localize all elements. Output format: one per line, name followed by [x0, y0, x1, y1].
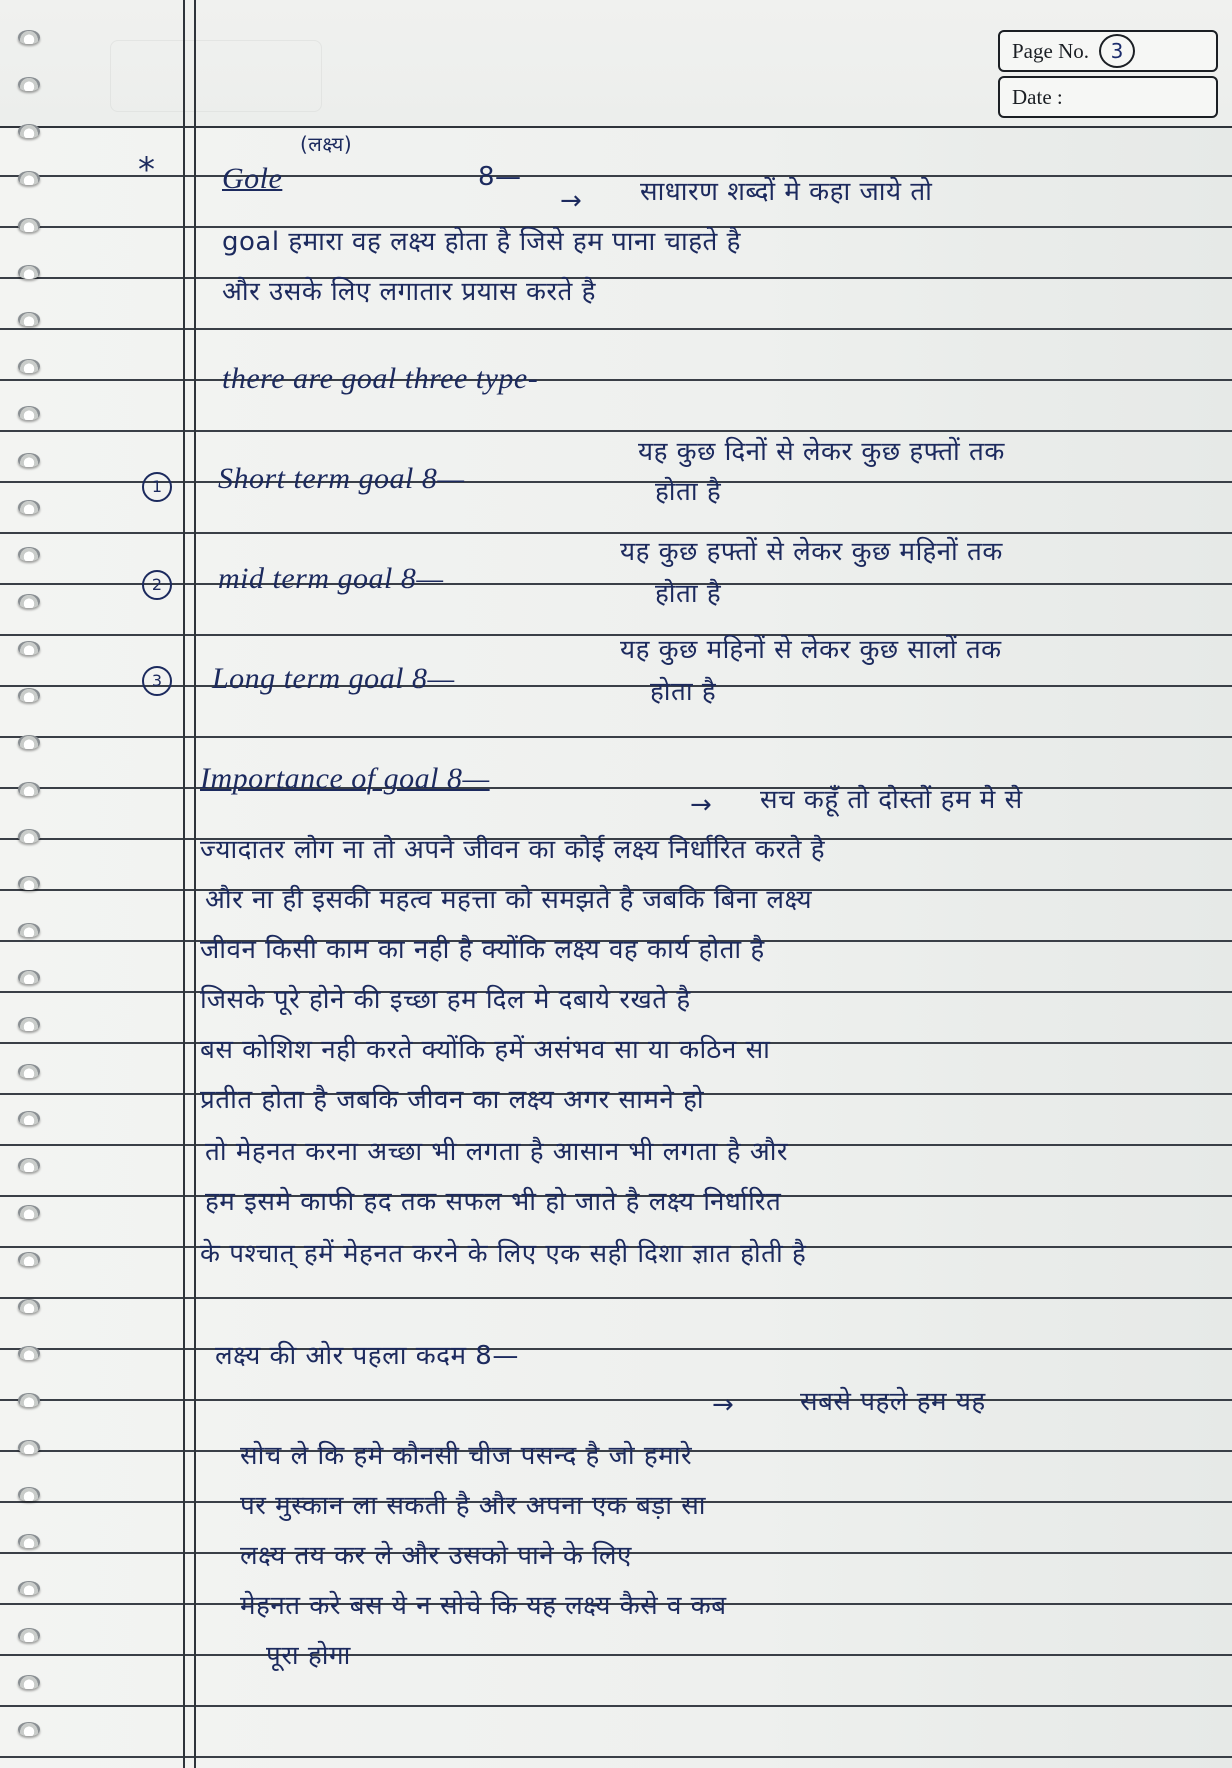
- binding-hole: [18, 124, 40, 138]
- page-no-label: Page No.: [1012, 38, 1089, 63]
- binding-hole: [18, 1628, 40, 1642]
- goal-line-1: साधारण शब्दों मे कहा जाये तो: [640, 177, 933, 207]
- binding-hole: [18, 641, 40, 655]
- binding-hole: [18, 1017, 40, 1031]
- first-step-heading: लक्ष्य की ओर पहला कदम 8—: [215, 1341, 519, 1371]
- importance-line-4: जिसके पूरे होने की इच्छा हम दिल मे दबाये रखते है: [200, 985, 691, 1015]
- binding-hole: [18, 923, 40, 937]
- binding-hole: [18, 1487, 40, 1501]
- long-term-desc-2: होता है: [650, 677, 717, 707]
- number-circle-2: 2: [142, 570, 172, 600]
- long-term-desc: यह कुछ महिनों से लेकर कुछ सालों तक: [620, 635, 1002, 665]
- binding-hole: [18, 171, 40, 185]
- number-circle-1: 1: [142, 472, 172, 502]
- binding-hole: [18, 782, 40, 796]
- binding-hole: [18, 735, 40, 749]
- first-step-first-line: सबसे पहले हम यह: [800, 1387, 986, 1417]
- importance-line-7: तो मेहनत करना अच्छा भी लगता है आसान भी लगता है और: [205, 1137, 789, 1167]
- binding-hole: [18, 1346, 40, 1360]
- importance-line-3: जीवन किसी काम का नही है क्योंकि लक्ष्य वह कार्य होता है: [200, 935, 765, 965]
- binding-hole: [18, 1581, 40, 1595]
- goal-heading: Gole: [222, 162, 283, 195]
- binding-hole: [18, 594, 40, 608]
- importance-line-8: हम इसमे काफी हद तक सफल भी हो जाते है लक्ष्य निर्धारित: [205, 1187, 782, 1217]
- page-number-date-box: [998, 30, 1218, 122]
- importance-line-2: और ना ही इसकी महत्व महत्ता को समझते है जबकि बिना लक्ष्य: [205, 885, 813, 915]
- binding-hole: [18, 1064, 40, 1078]
- binding-hole: [18, 359, 40, 373]
- first-step-line-1: सोच ले कि हमे कौनसी चीज पसन्द है जो हमारे: [240, 1441, 693, 1471]
- margin-line-inner: [194, 0, 196, 1768]
- binding-hole: [18, 1111, 40, 1125]
- importance-first-line: सच कहूँ तो दोस्तों हम मे से: [760, 785, 1023, 815]
- number-circle-3: 3: [142, 666, 172, 696]
- binding-hole: [18, 218, 40, 232]
- importance-line-1: ज्यादातर लोग ना तो अपने जीवन का कोई लक्ष्य निर्धारित करते है: [200, 835, 826, 865]
- binding-hole: [18, 265, 40, 279]
- binding-hole: [18, 453, 40, 467]
- binding-hole: [18, 1440, 40, 1454]
- goal-types-intro: there are goal three type-: [222, 362, 539, 395]
- bleed-through-box: [110, 40, 322, 112]
- arrow-icon: →: [560, 186, 583, 216]
- short-term-label: Short term goal 8—: [218, 462, 465, 495]
- binding-hole: [18, 876, 40, 890]
- page-number-circle: 3: [1099, 34, 1135, 68]
- arrow-icon-2: →: [690, 790, 713, 820]
- importance-line-9: के पश्चात् हमें मेहनत करने के लिए एक सही दिशा ज्ञात होती है: [200, 1239, 807, 1269]
- binding-hole: [18, 77, 40, 91]
- binding-hole: [18, 500, 40, 514]
- binding-hole: [18, 547, 40, 561]
- first-step-line-4: मेहनत करे बस ये न सोचे कि यह लक्ष्य कैसे व कब: [240, 1591, 727, 1621]
- binding-hole: [18, 30, 40, 44]
- goal-line-3: और उसके लिए लगातार प्रयास करते है: [222, 277, 596, 307]
- binding-hole: [18, 1205, 40, 1219]
- first-step-line-5: पूरा होगा: [266, 1641, 351, 1671]
- importance-line-5: बस कोशिश नही करते क्योंकि हमें असंभव सा या कठिन सा: [200, 1035, 771, 1065]
- mid-term-desc: यह कुछ हफ्तों से लेकर कुछ महिनों तक: [620, 537, 1003, 567]
- binding-hole: [18, 970, 40, 984]
- binding-hole: [18, 1299, 40, 1313]
- binding-hole: [18, 829, 40, 843]
- binding-hole: [18, 688, 40, 702]
- first-step-line-2: पर मुस्कान ला सकती है और अपना एक बड़ा सा: [240, 1491, 707, 1521]
- page-number-row: [998, 30, 1218, 72]
- date-label: Date :: [1012, 84, 1063, 109]
- goal-line-2: goal हमारा वह लक्ष्य होता है जिसे हम पाना चाहते है: [222, 227, 741, 257]
- first-step-line-3: लक्ष्य तय कर ले और उसको पाने के लिए: [240, 1541, 632, 1571]
- binding-hole: [18, 406, 40, 420]
- arrow-icon-3: →: [712, 1390, 735, 1420]
- binding-hole: [18, 1675, 40, 1689]
- binding-hole: [18, 1534, 40, 1548]
- spiral-binding: [18, 30, 48, 1768]
- mid-term-desc-2: होता है: [655, 579, 722, 609]
- binding-hole: [18, 1158, 40, 1172]
- mid-term-label: mid term goal 8—: [218, 562, 444, 595]
- short-term-desc-2: होता है: [655, 477, 722, 507]
- short-term-desc: यह कुछ दिनों से लेकर कुछ हफ्तों तक: [638, 437, 1005, 467]
- date-row: [998, 76, 1218, 118]
- long-term-label: Long term goal 8—: [212, 662, 455, 695]
- binding-hole: [18, 1722, 40, 1736]
- margin-line: [183, 0, 185, 1768]
- binding-hole: [18, 1393, 40, 1407]
- importance-heading: Importance of goal 8—: [200, 762, 490, 795]
- binding-hole: [18, 312, 40, 326]
- importance-line-6: प्रतीत होता है जबकि जीवन का लक्ष्य अगर सामने हो: [200, 1085, 705, 1115]
- binding-hole: [18, 1252, 40, 1266]
- bullet-star: *: [138, 150, 156, 190]
- goal-heading-note: (लक्ष्य): [300, 132, 353, 156]
- goal-separator: 8—: [478, 162, 522, 192]
